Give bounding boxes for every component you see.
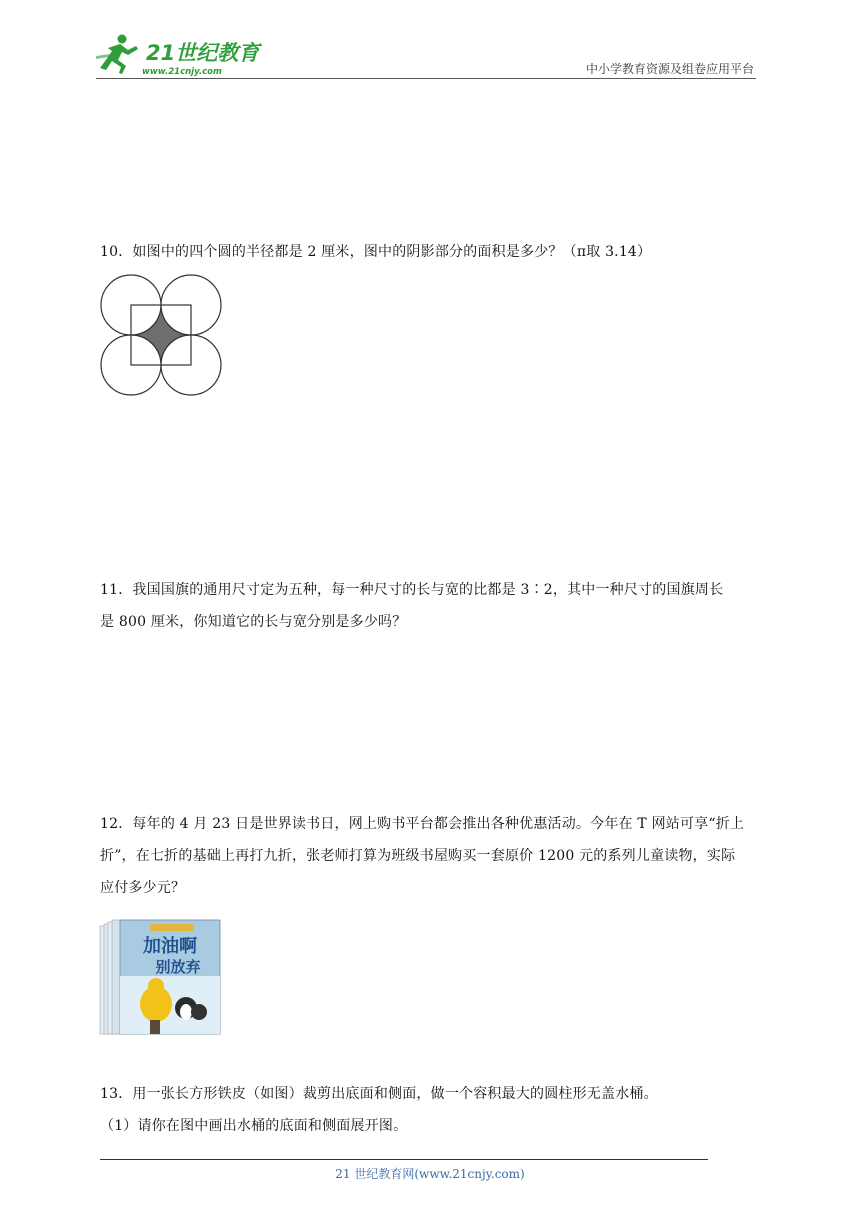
book-cover bbox=[120, 920, 220, 1034]
book-set-image bbox=[98, 916, 222, 1038]
book-spines bbox=[100, 920, 122, 1034]
header-divider bbox=[96, 78, 756, 79]
question-line: 是 800 厘米，你知道它的长与宽分别是多少吗？ bbox=[100, 614, 407, 630]
book-title-bottom: 别放弃 bbox=[155, 958, 201, 976]
platform-name: 中小学教育资源及组卷应用平台 bbox=[585, 62, 754, 76]
question-line: 应付多少元？ bbox=[100, 880, 186, 896]
book-title-top: 加油啊 bbox=[143, 936, 197, 957]
question-line: 11．我国国旗的通用尺寸定为五种，每一种尺寸的长与宽的比都是 3∶2，其中一种尺寸的国旗周长 bbox=[100, 582, 724, 598]
question-line: 12．每年的 4 月 23 日是世界读书日，网上购书平台都会推出各种优惠活动。今年在 T 网站可享“折上 bbox=[100, 816, 745, 832]
running-figure-icon bbox=[96, 35, 138, 75]
four-circles-figure bbox=[98, 272, 224, 398]
question-line: 折”，在七折的基础上再打九折，张老师打算为班级书屋购买一套原价 1200 元的系列儿童读物，实际 bbox=[100, 848, 736, 864]
question-line: （1）请你在图中画出水桶的底面和侧面展开图。 bbox=[100, 1118, 408, 1134]
question-line: 10．如图中的四个圆的半径都是 2 厘米，图中的阴影部分的面积是多少？（π取 3.14） bbox=[100, 244, 652, 260]
question-13 bbox=[100, 1078, 760, 1142]
footer-divider bbox=[100, 1159, 708, 1160]
question-12 bbox=[100, 808, 760, 904]
shaded-region bbox=[131, 305, 191, 365]
footer-text: 21 世纪教育网(www.21cnjy.com) bbox=[335, 1167, 525, 1181]
question-line: 13．用一张长方形铁皮（如图）裁剪出底面和侧面，做一个容积最大的圆柱形无盖水桶。 bbox=[100, 1086, 658, 1102]
logo-text: 21世纪教育 bbox=[146, 41, 260, 65]
logo-url: www.21cnjy.com bbox=[142, 67, 222, 77]
site-logo bbox=[94, 30, 264, 80]
question-10 bbox=[100, 236, 760, 268]
question-11 bbox=[100, 574, 760, 638]
